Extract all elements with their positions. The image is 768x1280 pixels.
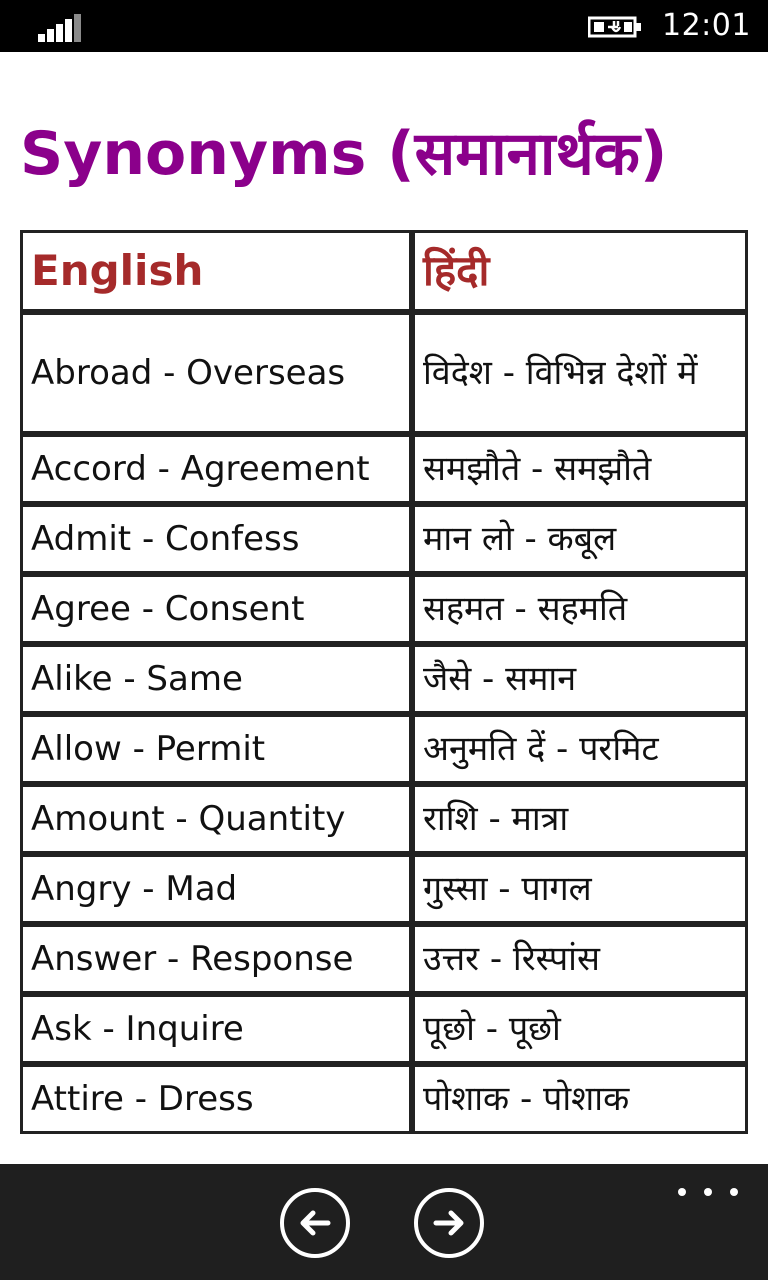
status-bar [0,0,768,52]
app-bar [0,1164,768,1280]
hindi-cell: विदेश - विभिन्न देशों में [412,312,748,434]
english-cell: Answer - Response [20,924,412,994]
english-cell: Allow - Permit [20,714,412,784]
table-row [20,312,748,434]
english-cell: Alike - Same [20,644,412,714]
hindi-cell: राशि - मात्रा [412,784,748,854]
header-hindi: हिंदी [412,230,748,312]
english-cell: Admit - Confess [20,504,412,574]
table-row [20,574,748,644]
table-row [20,994,748,1064]
header-english: English [20,230,412,312]
page-title: Synonyms (समानार्थक) [20,119,668,189]
hindi-cell: पोशाक - पोशाक [412,1064,748,1134]
hindi-cell: सहमत - सहमति [412,574,748,644]
table-row [20,784,748,854]
hindi-cell: पूछो - पूछो [412,994,748,1064]
english-cell: Amount - Quantity [20,784,412,854]
english-cell: Angry - Mad [20,854,412,924]
table-row [20,434,748,504]
ellipsis-dot [704,1188,712,1196]
clock: 12:01 [662,8,751,43]
table-row [20,644,748,714]
english-cell: Attire - Dress [20,1064,412,1134]
table-row [20,854,748,924]
forward-button[interactable] [414,1188,484,1258]
ellipsis-icon [678,1188,686,1196]
hindi-cell: उत्तर - रिस्पांस [412,924,748,994]
english-cell: Accord - Agreement [20,434,412,504]
hindi-cell: अनुमति दें - परमिट [412,714,748,784]
table-row [20,924,748,994]
table-row [20,1064,748,1134]
synonyms-table [20,230,748,1134]
english-cell: Ask - Inquire [20,994,412,1064]
english-cell: Agree - Consent [20,574,412,644]
english-cell: Abroad - Overseas [20,312,412,434]
hindi-cell: जैसे - समान [412,644,748,714]
more-options-button[interactable] [678,1182,738,1202]
arrow-left-icon [295,1203,335,1243]
back-button[interactable] [280,1188,350,1258]
hindi-cell: समझौते - समझौते [412,434,748,504]
table-row [20,504,748,574]
synonyms-table-container[interactable] [20,230,748,1164]
arrow-right-icon [429,1203,469,1243]
table-row [20,714,748,784]
battery-charging-icon [588,14,642,40]
table-header-row [20,230,748,312]
signal-bars-icon [38,12,88,42]
hindi-cell: मान लो - कबूल [412,504,748,574]
hindi-cell: गुस्सा - पागल [412,854,748,924]
ellipsis-dot [730,1188,738,1196]
